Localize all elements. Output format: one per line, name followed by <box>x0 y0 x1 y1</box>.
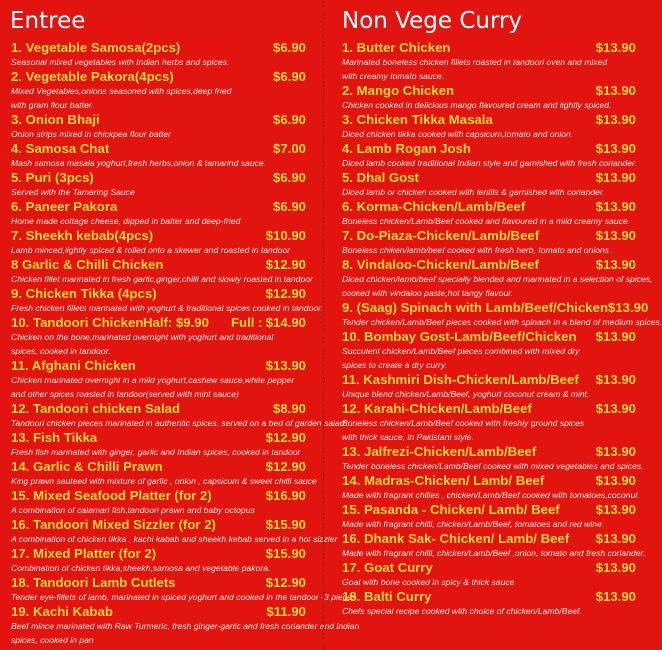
item-name: 5. Dhal Gost <box>342 170 419 185</box>
item-price: $11.90 <box>266 604 306 619</box>
item-name: 2. Vegetable Pakora(4pcs) <box>11 69 174 84</box>
item-price: $15.90 <box>265 517 306 532</box>
menu-item <box>0 69 322 112</box>
item-header <box>326 40 646 55</box>
menu-item <box>326 83 646 112</box>
item-price: $13.90 <box>595 141 636 156</box>
item-description: Diced lamb cooked traditional Indian style and garnished with fresh coriander. <box>342 158 637 168</box>
item-header <box>0 517 322 532</box>
item-name: 8 Garlic & Chilli Chicken <box>11 257 164 272</box>
item-price: $13.90 <box>595 40 636 55</box>
item-name: 11. Afghani Chicken <box>11 358 136 373</box>
item-description: Boneless chicken/Lamb/Beef cooked and flavoured in a mild creamy sauce. <box>342 216 631 226</box>
item-description: Tender boneless chicken/Lamb/Beef cooked with mixed vegetables and spices. <box>342 461 644 471</box>
item-header <box>0 401 322 416</box>
item-name: 15. Mixed Seafood Platter (for 2) <box>11 488 212 503</box>
menu-item <box>0 604 360 647</box>
item-header <box>0 488 322 503</box>
item-price: $12.90 <box>265 286 306 301</box>
item-name: 16. Dhank Sak- Chicken/ Lamb/ Beef <box>342 531 570 546</box>
item-price: $12.90 <box>265 257 306 272</box>
item-description: Succulent chicken/Lamb/Beef pieces combined with mixed dry <box>342 346 580 356</box>
menu-item <box>0 40 322 69</box>
item-price: $13.90 <box>595 257 636 272</box>
item-description: Diced lamb or chicken cooked with lentils & garnished with coriander. <box>342 187 605 197</box>
menu-item <box>0 488 322 517</box>
item-name: 18. Tandoori Lamb Cutlets <box>11 575 176 590</box>
item-description: spices, cooked in tandoor. <box>11 346 111 356</box>
item-name: 17. Mixed Platter (for 2) <box>11 546 157 561</box>
item-description: Seasonal mixed vegetables with Indian herbs and spices. <box>11 57 230 67</box>
item-description: Chicken marinated overnight in a mild yoghurt,cashew sauce,white pepper <box>11 375 295 385</box>
item-header <box>0 575 322 590</box>
item-header <box>326 502 646 517</box>
menu-item <box>0 358 322 401</box>
item-price: $16.90 <box>265 488 306 503</box>
item-header <box>326 473 646 488</box>
column-divider <box>323 0 324 650</box>
item-header <box>0 315 322 330</box>
menu-item <box>0 170 322 199</box>
item-description: and other spices roasted in tandoor(served with mint sauce) <box>11 389 239 399</box>
menu-item <box>326 560 646 589</box>
item-price: $13.90 <box>608 300 649 315</box>
item-description: spices, cooked in pan <box>11 635 94 645</box>
item-half-price: Half: $9.90 <box>143 315 209 330</box>
item-description: Tender chicken/Lamb/Beef pieces cooked with spinach in a blend of medium spices. <box>342 317 662 327</box>
item-description: Made with fragrant chilli, chicken/Lamb/Beef, tomatoes and red wine. <box>342 519 605 529</box>
item-price: $6.90 <box>272 69 306 84</box>
item-description: cooked with vindaloo paste,hot tangy flavour. <box>342 288 514 298</box>
item-header <box>326 589 646 604</box>
item-description: Onion strips mixed in chickpea flour batter <box>11 129 172 139</box>
item-price: $13.90 <box>595 199 636 214</box>
item-description: with thick sauce, in Pakistani style. <box>342 432 474 442</box>
item-description: with gram flour batter. <box>11 100 94 110</box>
item-header <box>326 531 646 546</box>
menu-item <box>0 257 322 286</box>
item-header <box>0 170 322 185</box>
item-name: 9. (Saag) Spinach with Lamb/Beef/Chicken <box>342 300 609 315</box>
menu-item <box>0 575 357 604</box>
item-description: Chicken cooked in delicious mango flavoured cream and lightly spiced. <box>342 100 612 110</box>
item-name: 4. Lamb Rogan Josh <box>342 141 471 156</box>
menu-item <box>0 286 322 315</box>
menu-item <box>0 459 322 488</box>
item-header <box>0 604 322 619</box>
item-name: 8. Vindaloo-Chicken/Lamb/Beef <box>342 257 539 272</box>
item-name: 18. Balti Curry <box>342 589 432 604</box>
menu-item <box>0 430 322 459</box>
menu-item <box>326 228 646 257</box>
item-header <box>0 430 322 445</box>
menu-item <box>0 546 322 575</box>
item-name: 14. Madras-Chicken/ Lamb/ Beef <box>342 473 545 488</box>
menu-item <box>326 300 662 329</box>
item-name: 19. Kachi Kabab <box>11 604 113 619</box>
menu-item <box>326 444 646 473</box>
item-full-label: Full : <box>231 315 263 330</box>
item-header <box>0 40 322 55</box>
item-price: $13.90 <box>595 112 636 127</box>
item-header <box>0 459 322 474</box>
menu-item <box>326 401 646 444</box>
menu-item <box>326 170 646 199</box>
item-header <box>326 199 646 214</box>
item-description: Home made cottage cheese, dipped in batter and deep-fried <box>11 216 241 226</box>
item-header <box>326 228 646 243</box>
item-name: 9. Chicken Tikka (4pcs) <box>11 286 157 301</box>
item-name: 5. Puri (3pcs) <box>11 170 94 185</box>
item-header <box>0 286 322 301</box>
item-price: $12.90 <box>265 430 306 445</box>
item-header <box>326 444 646 459</box>
item-header <box>0 228 322 243</box>
item-name: 10. Bombay Gost-Lamb/Beef/Chicken <box>342 329 577 344</box>
item-header <box>326 141 646 156</box>
item-header <box>326 560 646 575</box>
item-name: 3. Chicken Tikka Masala <box>342 112 493 127</box>
item-name: 1. Vegetable Samosa(2pcs) <box>11 40 181 55</box>
item-description: Combination of chicken tikka,sheekh,samosa and vegetable pakora. <box>11 563 271 573</box>
entree-list <box>0 40 360 647</box>
menu-item <box>326 257 653 300</box>
item-description: A combination of chicken tikka , kachi kabab and sheekh kebab served in a hot sizzler <box>11 534 338 544</box>
section-title-entree: Entree <box>10 8 86 34</box>
item-description: Served with the Tamaring Sauce <box>11 187 135 197</box>
item-description: Chicken fillet marinated in fresh garlic,ginger,chilli and slowly roasted in tandoor <box>11 274 313 284</box>
item-price: $13.90 <box>595 473 636 488</box>
menu-item <box>326 473 646 502</box>
item-description: Boneless chiken/lamb/beef cooked with fresh herb, tomato and onions . <box>342 245 614 255</box>
item-name: 12. Karahi-Chicken/Lamb/Beef <box>342 401 532 416</box>
item-description: Beef mince marinated with Raw Turmeric, fresh ginger-garlic and fresh coriander and indian <box>11 621 360 631</box>
item-header <box>0 546 322 561</box>
item-description: Unique blend chicken/Lamb/Beef, yoghurt coconut cream & mint. <box>342 389 590 399</box>
item-name: 1. Butter Chicken <box>342 40 451 55</box>
menu-item <box>0 315 322 358</box>
menu-item <box>0 199 322 228</box>
menu-item <box>0 112 322 141</box>
item-description: Fresh fish marinated with ginger, garlic and Indian spices, cooked in tandoor <box>11 447 301 457</box>
item-header <box>0 199 322 214</box>
item-name: 4. Samosa Chat <box>11 141 110 156</box>
item-name: 15. Pasanda - Chicken/ Lamb/ Beef <box>342 502 560 517</box>
item-price: $13.90 <box>595 531 636 546</box>
item-header <box>326 372 646 387</box>
item-name: 11. Kashmiri Dish-Chicken/Lamb/Beef <box>342 372 579 387</box>
item-price: $6.90 <box>272 199 306 214</box>
menu-item <box>0 228 322 257</box>
item-header <box>0 141 322 156</box>
item-header <box>0 112 322 127</box>
item-name: 12. Tandoori chicken Salad <box>11 401 181 416</box>
item-price: $8.90 <box>272 401 306 416</box>
item-name: 6. Paneer Pakora <box>11 199 118 214</box>
menu-item <box>0 141 322 170</box>
menu-item <box>0 517 338 546</box>
item-price: $13.90 <box>595 560 636 575</box>
item-price: $13.90 <box>595 589 636 604</box>
item-description: Made with fragrant chilies , chicken/Lamb/Beef cooked with tomatoes,coconut. <box>342 490 641 500</box>
item-description: Chefs special recipe cooked with choice of chicken/Lamb/Beef. <box>342 606 582 616</box>
item-price: $7.00 <box>272 141 306 156</box>
item-description: with creamy tomato sauce. <box>342 71 445 81</box>
item-header <box>326 401 646 416</box>
item-description: Mixed Vegetables,onions seasoned with spices,deep fried <box>11 86 232 96</box>
item-price: $13.90 <box>595 329 636 344</box>
item-price: $13.90 <box>595 444 636 459</box>
menu-item <box>326 589 646 618</box>
item-description: Marinated boneless chicken fillets roasted in tandoori oven and mixed <box>342 57 608 67</box>
item-name: 10. Tandoori Chicken <box>11 315 144 330</box>
item-price: $13.90 <box>595 228 636 243</box>
item-name: 7. Do-Piaza-Chicken/Lamb/Beef <box>342 228 540 243</box>
menu-item <box>326 329 646 372</box>
item-name: 13. Jalfrezi-Chicken/Lamb/Beef <box>342 444 537 459</box>
item-description: Boneless chicken/Lamb/Beef cooked with freshly ground spices <box>342 418 585 428</box>
item-description: King prawn sauteed with mixture of garlic , onion , capsicum & sweet chilli sauce <box>11 476 317 486</box>
item-price: $12.90 <box>265 575 306 590</box>
item-description: Lamb minced,lightly spiced & rolled onto a skewer and roasted in tandoor <box>11 245 290 255</box>
menu-item <box>326 141 646 170</box>
item-price: $14.90 <box>265 315 306 330</box>
item-description: Mash samosa masala yoghurt,fresh herbs,onion & tamarind sauce. <box>11 158 267 168</box>
item-description: Chicken on the bone,marinated overnight with yoghurt and traditional <box>11 332 274 342</box>
item-price: $13.90 <box>595 401 636 416</box>
item-header <box>0 257 322 272</box>
item-price: $13.90 <box>265 358 306 373</box>
item-description: Goat with bone cooked in spicy & thick sauce <box>342 577 515 587</box>
menu-item <box>326 531 646 560</box>
curry-section <box>326 0 662 618</box>
menu-item <box>0 401 345 430</box>
item-header <box>0 358 322 373</box>
menu-item <box>326 502 646 531</box>
item-description: spices to create a dry curry. <box>342 360 447 370</box>
menu-item <box>326 372 646 401</box>
curry-list <box>326 40 662 618</box>
item-name: 6. Korma-Chicken/Lamb/Beef <box>342 199 526 214</box>
item-name: 2. Mango Chicken <box>342 83 455 98</box>
menu-item <box>326 199 646 228</box>
item-price: $13.90 <box>595 170 636 185</box>
item-header <box>326 329 646 344</box>
item-price: $13.90 <box>595 83 636 98</box>
item-header <box>0 69 322 84</box>
item-price: $10.90 <box>265 228 306 243</box>
item-description: Tender eye-fillets of lamb, marinated in spiced yoghurt and cooked in the tandoor -3 pieces <box>11 592 357 602</box>
menu-item <box>326 40 646 83</box>
item-price: $12.90 <box>265 459 306 474</box>
item-description: Diced chicken tikka cooked with capsicum,tomato and onion. <box>342 129 574 139</box>
item-description: Fresh chicken fillets marinated with yoghurt & traditional spices cooked in tandoor. <box>11 303 324 313</box>
item-price: $15.90 <box>265 546 306 561</box>
item-name: 7. Sheekh kebab(4pcs) <box>11 228 154 243</box>
item-name: 3. Onion Bhaji <box>11 112 100 127</box>
item-name: 16. Tandoori Mixed Sizzler (for 2) <box>11 517 216 532</box>
item-description: Made with fragrant chilli, chicken/Lamb/Beef ,onion, tomato and fresh coriander. <box>342 548 646 558</box>
menu-item <box>326 112 646 141</box>
item-header <box>326 170 646 185</box>
item-price: $13.90 <box>595 502 636 517</box>
item-name: 13. Fish Tikka <box>11 430 98 445</box>
section-title-curry: Non Vege Curry <box>342 8 523 34</box>
item-description: A combination of calamari fish,tandoori prawn and baby octopus <box>11 505 255 515</box>
item-name: 17. Goat Curry <box>342 560 433 575</box>
item-price: $13.90 <box>595 372 636 387</box>
item-price: $6.90 <box>272 40 306 55</box>
item-header <box>326 112 646 127</box>
item-header <box>326 83 646 98</box>
item-name: 14. Garlic & Chilli Prawn <box>11 459 163 474</box>
item-header <box>326 300 649 315</box>
item-price: $6.90 <box>272 112 306 127</box>
item-description: Diced chicken/lamb/beef specially blended and marinated in a selection of spices, <box>342 274 653 284</box>
item-price: $6.90 <box>272 170 306 185</box>
item-description: Tandoori chicken pieces marinated in authentic spices, served on a bed of garden salad <box>11 418 345 428</box>
item-header <box>326 257 646 272</box>
